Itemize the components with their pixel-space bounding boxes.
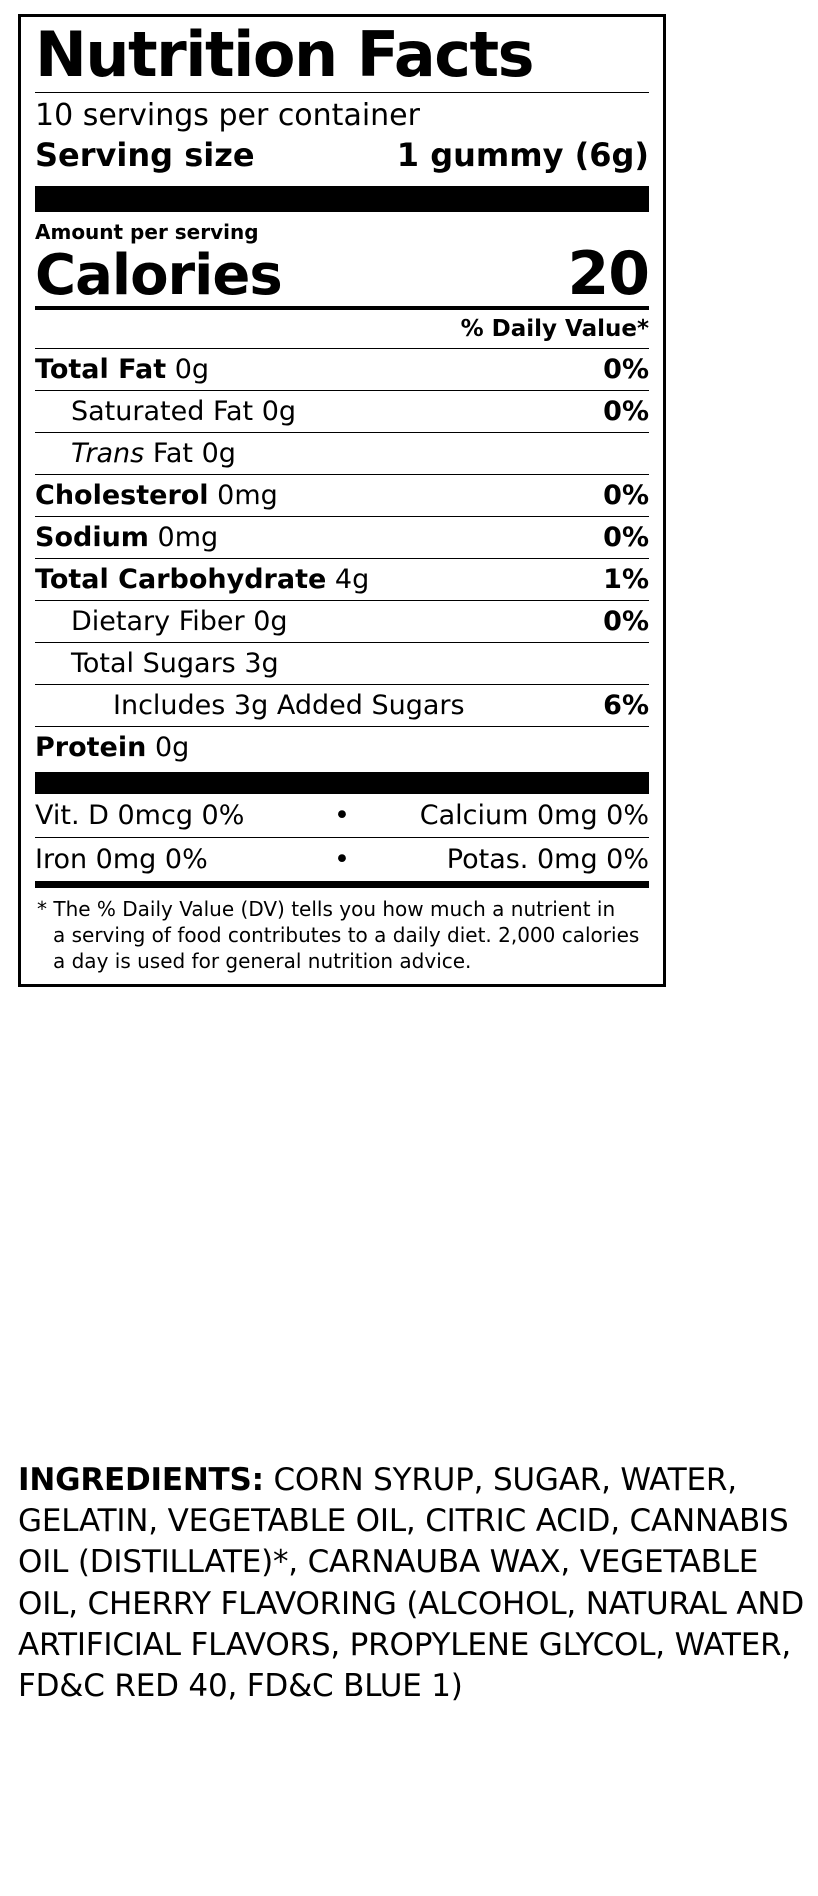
nutrient-amount: 0g: [154, 732, 190, 764]
servings-per-container: 10 servings per container: [35, 97, 420, 133]
nutrient-amount: 0g: [201, 438, 236, 470]
ingredients-text: CORN SYRUP, SUGAR, WATER, GELATIN, VEGETABLE OIL, CITRIC ACID, CANNABIS OIL (DISTILLATE)*, CARNAUBA WAX, VEGETABLE OIL, CHERRY FLAVORING (ALCOHOL, NATURAL AND ARTIFICIAL FLAVORS, PROPYLENE GLYCOL, WATER, FD&C RED 40, FD&C BLUE 1): [18, 1462, 805, 1705]
potassium-value: Potas. 0mg 0%: [446, 844, 650, 876]
nutrient-row-total-carbohydrate: [35, 558, 649, 600]
serving-size-row: [35, 136, 649, 180]
nutrient-row-cholesterol: [35, 474, 649, 516]
nutrient-name: Total Fat: [35, 354, 167, 386]
nutrient-row-protein: [35, 726, 649, 768]
nutrient-name: Saturated Fat: [71, 396, 254, 428]
nutrient-name-amount: [35, 564, 369, 595]
nutrient-name: Sodium: [35, 522, 149, 554]
serving-size-value: 1 gummy (6g): [396, 136, 649, 175]
nutrient-name-amount: [71, 606, 288, 637]
nutrient-amount: 0g: [253, 606, 288, 638]
nutrient-name: Dietary Fiber: [71, 606, 245, 638]
thick-divider-vitamins: [35, 772, 649, 794]
nutrient-row-added-sugars: [35, 684, 649, 726]
amount-per-serving-label: Amount per serving: [35, 220, 259, 245]
nutrient-name-amount: [71, 396, 296, 427]
nutrient-name: Includes 3g Added Sugars: [113, 690, 465, 722]
nutrient-row-saturated-fat: [35, 390, 649, 432]
nutrient-dv: 0%: [603, 522, 649, 554]
calories-value: 20: [567, 239, 649, 310]
nutrient-dv: 6%: [603, 690, 649, 722]
nutrient-name-amount: [35, 354, 209, 385]
nutrient-name-amount: [35, 480, 278, 511]
nutrient-name-suffix: Fat: [152, 438, 194, 470]
serving-size-label: Serving size: [35, 136, 255, 175]
footnote-line-3: a day is used for general nutrition advice.: [53, 949, 472, 974]
nutrient-dv: 0%: [603, 396, 649, 428]
nutrient-amount: 0g: [174, 354, 210, 386]
nutrient-amount: 0mg: [157, 522, 219, 554]
vitamin-row-1: [35, 794, 649, 837]
footnote-line-1: * The % Daily Value (DV) tells you how much a nutrient in: [37, 897, 616, 922]
calcium-value: Calcium 0mg 0%: [419, 800, 650, 832]
nutrient-dv: 1%: [603, 564, 649, 596]
calories-label: Calories: [35, 243, 282, 309]
nutrient-row-trans-fat: [35, 432, 649, 474]
thick-divider-top: [35, 186, 649, 212]
nutrition-facts-title: Nutrition Facts: [35, 18, 534, 91]
footnote-line-2: a serving of food contributes to a daily diet. 2,000 calories: [53, 923, 640, 948]
nutrient-name-amount: [35, 732, 189, 763]
nutrient-name-amount: [71, 648, 279, 679]
nutrient-name: Trans: [71, 438, 145, 470]
ingredients-label: INGREDIENTS:: [18, 1462, 264, 1498]
nutrient-row-dietary-fiber: [35, 600, 649, 642]
nutrient-name-amount: [71, 438, 236, 469]
vitamin-row-2: [35, 837, 649, 881]
nutrient-name: Protein: [35, 732, 147, 764]
nutrient-dv: 0%: [603, 354, 649, 386]
ingredients-section: [18, 1460, 808, 1707]
footnote-divider: [35, 881, 649, 888]
nutrient-amount: 0g: [261, 396, 297, 428]
daily-value-footnote: [35, 888, 649, 974]
nutrient-name-amount: [35, 522, 218, 553]
nutrient-dv: 0%: [603, 606, 649, 638]
nutrient-row-total-fat: [35, 348, 649, 390]
nutrient-amount: 0mg: [217, 480, 278, 512]
bullet-separator-icon: •: [334, 844, 350, 876]
nutrient-row-sodium: [35, 516, 649, 558]
calories-row: [35, 239, 649, 310]
daily-value-header: % Daily Value*: [460, 316, 649, 343]
iron-value: Iron 0mg 0%: [35, 844, 208, 876]
bullet-separator-icon: •: [334, 800, 350, 832]
nutrition-facts-panel: [18, 14, 666, 987]
nutrient-name: Cholesterol: [35, 480, 209, 512]
nutrient-name: Total Carbohydrate: [35, 564, 327, 596]
nutrient-amount: 3g: [244, 648, 279, 680]
vitamin-d-value: Vit. D 0mcg 0%: [35, 800, 245, 832]
nutrient-name: Total Sugars: [71, 648, 236, 680]
nutrient-dv: 0%: [603, 480, 649, 512]
nutrient-row-total-sugars: [35, 642, 649, 684]
nutrient-amount: 4g: [334, 564, 370, 596]
